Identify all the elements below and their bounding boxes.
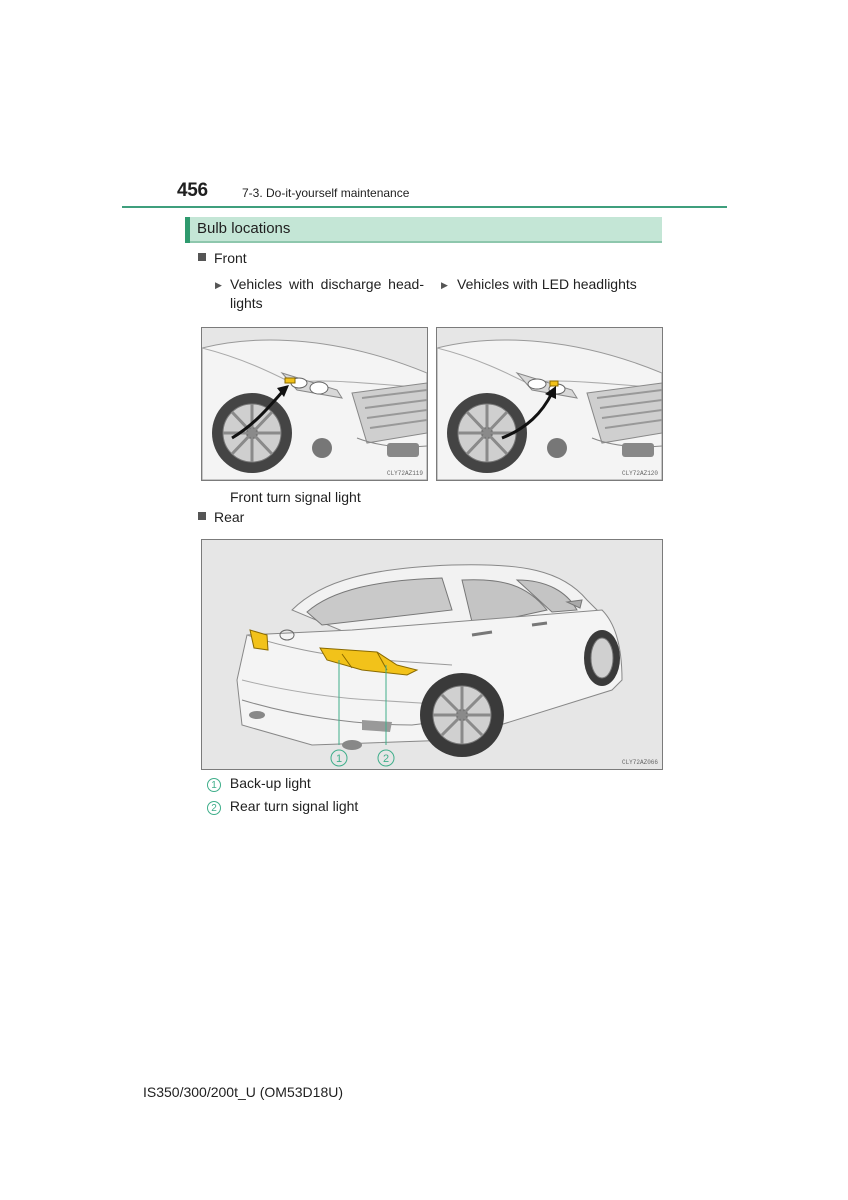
front-figure-led	[436, 327, 663, 481]
right-caption: Vehicles with LED headlights	[457, 276, 637, 292]
heading-title: Bulb locations	[197, 220, 291, 237]
front-title: Front	[214, 250, 247, 266]
callout-number-2: 2	[207, 801, 221, 815]
rear-title-row	[198, 508, 244, 527]
rear-figure	[201, 539, 663, 770]
rear-title: Rear	[214, 509, 245, 525]
rear-car-illustration	[202, 540, 662, 769]
front-car-illustration	[202, 328, 427, 480]
front-car-illustration	[437, 328, 662, 480]
square-bullet-icon	[198, 512, 206, 520]
triangle-bullet-icon: ▶	[215, 280, 222, 290]
figure-code: CLY72AZ120	[621, 470, 658, 477]
front-figure-discharge	[201, 327, 428, 481]
legend-item	[207, 774, 311, 793]
footer-model-code: IS350/300/200t_U (OM53D18U)	[143, 1084, 343, 1100]
left-caption-line1: Vehicles with discharge head-	[230, 276, 424, 292]
callout-number-1: 1	[207, 778, 221, 792]
legend-label-1: Back-up light	[229, 775, 311, 791]
front-callout-label: Front turn signal light	[230, 489, 361, 505]
figure-callout-2: 2	[382, 753, 390, 765]
legend-label-2: Rear turn signal light	[229, 798, 359, 814]
heading-accent	[185, 217, 190, 243]
section-title: 7-3. Do-it-yourself maintenance	[242, 186, 410, 200]
figure-code: CLY72AZ119	[386, 470, 423, 477]
legend-item	[207, 797, 358, 816]
figure-code: CLY72AZ066	[621, 759, 658, 766]
front-title-row	[198, 249, 247, 268]
page-number: 456	[177, 180, 208, 201]
left-caption-line2: lights	[230, 295, 263, 311]
triangle-bullet-icon: ▶	[441, 280, 448, 290]
square-bullet-icon	[198, 253, 206, 261]
figure-callout-1: 1	[335, 753, 343, 765]
header-rule	[122, 206, 727, 208]
